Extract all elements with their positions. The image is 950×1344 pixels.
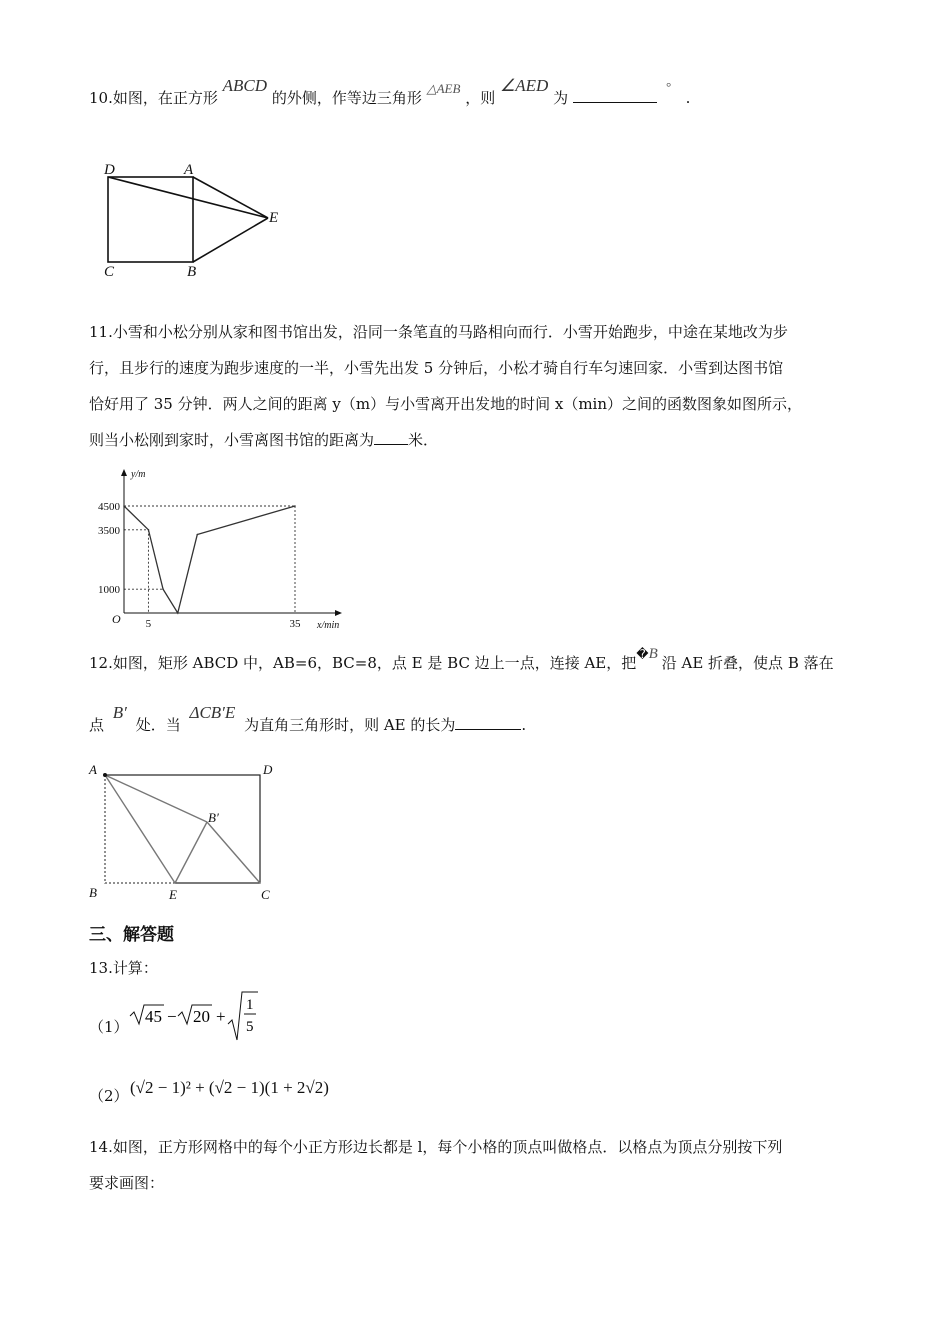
plus-sign: + [216,1007,226,1026]
q13-part2-label: （2） [89,1087,129,1105]
data-point [148,529,150,531]
q11-line4: 则当小松刚到家时，小雪离图书馆的距离为 米． [89,431,439,449]
label-b: B [89,885,97,900]
x-tick-label: 5 [145,618,152,630]
q13-title: 13.计算： [89,959,158,977]
data-point [294,505,296,507]
x-axis-arrow [335,610,342,616]
answer-blank [455,729,521,730]
segment-eb-prime [175,822,207,883]
data-point [177,612,179,614]
q11-line3: 恰好用了 35 分钟．两人之间的距离 y（m）与小雪离开出发地的时间 x（min）之间的函数图象如图所示， [89,395,803,413]
series-line [124,506,295,613]
degree-sign: ° [665,79,671,94]
data-point [196,534,198,536]
edge-ae [193,177,268,218]
data-point [162,588,164,590]
label-b: B [187,264,197,280]
denominator-5: 5 [246,1019,254,1035]
label-e: E [169,887,177,902]
math-triangle-aeb: △AEB [426,81,461,96]
q13-part1-formula [128,988,268,1046]
math-triangle-cbe: ΔCB′E [189,703,236,722]
section-title: 三、解答题 [89,925,174,945]
y-tick-label: 1000 [98,584,120,597]
y-axis-arrow [121,469,127,476]
y-tick-label: 3500 [98,524,120,537]
q13-part2-formula: (√2 − 1)² + (√2 − 1)(1 + 2√2) [130,1078,329,1097]
y-axis-label: y/m [131,469,146,480]
answer-blank [374,444,408,445]
answer-blank [573,102,657,103]
q13-part1-label: （1） [89,1018,129,1036]
origin-label: O [112,612,121,626]
point-a [103,773,107,777]
q14-line1: 14.如图，正方形网格中的每个小正方形边长都是 l，每个小格的顶点叫做格点．以格点为顶点分别按下列 [89,1138,783,1156]
sqrt-sign [228,992,258,1040]
q11-line2: 行，且步行的速度为跑步速度的一半，小雪先出发 5 分钟后，小松才骑自行车匀速回家．小雪到达图书馆 [89,359,784,377]
math-b-prime: B′ [112,703,127,722]
radicand-45: 45 [145,1007,162,1026]
q10-figure [100,158,300,278]
square-abcd [108,177,193,262]
label-e: E [269,210,279,226]
edge-de [108,177,268,218]
x-axis-label: x/min [317,620,340,631]
label-c: C [104,264,115,280]
label-b-prime: B′ [208,810,219,825]
radicand-20: 20 [193,1007,210,1026]
label-d: D [104,162,115,178]
q12-line2: 点 B′ 处．当 ΔCB′E 为直角三角形时，则 AE 的长为 . [89,703,527,734]
distance-time-chart [85,466,365,636]
q12-figure [88,760,288,900]
label-a: A [89,762,97,777]
math-abcd: ABCD [222,76,268,95]
segment-b-prime-c [207,822,260,883]
edge-be [193,218,268,262]
q12-line1: 12.如图，矩形 ABCD 中，AB=6，BC=8，点 E 是 BC 边上一点，连接 AE，把�B 沿 AE 折叠，使点 B 落在 [89,646,834,672]
rectangle-abcd [105,775,260,883]
q10-text: 10.如图，在正方形 ABCD 的外侧，作等边三角形 △AEB ，则 ∠AED 为 ° . [89,76,691,107]
label-d: D [263,762,273,777]
label-c: C [261,887,270,902]
minus-sign: − [167,1007,177,1026]
label-a: A [184,162,194,178]
numerator-1: 1 [246,997,254,1013]
x-tick-label: 35 [289,618,301,630]
q11-line1: 11.小雪和小松分别从家和图书馆出发，沿同一条笔直的马路相向而行．小雪开始跑步，中途在某地改为步 [89,323,788,341]
math-angle-aed: ∠AED [500,76,549,95]
data-point [123,505,125,507]
q14-line2: 要求画图： [89,1174,165,1192]
y-tick-label: 4500 [98,501,120,513]
